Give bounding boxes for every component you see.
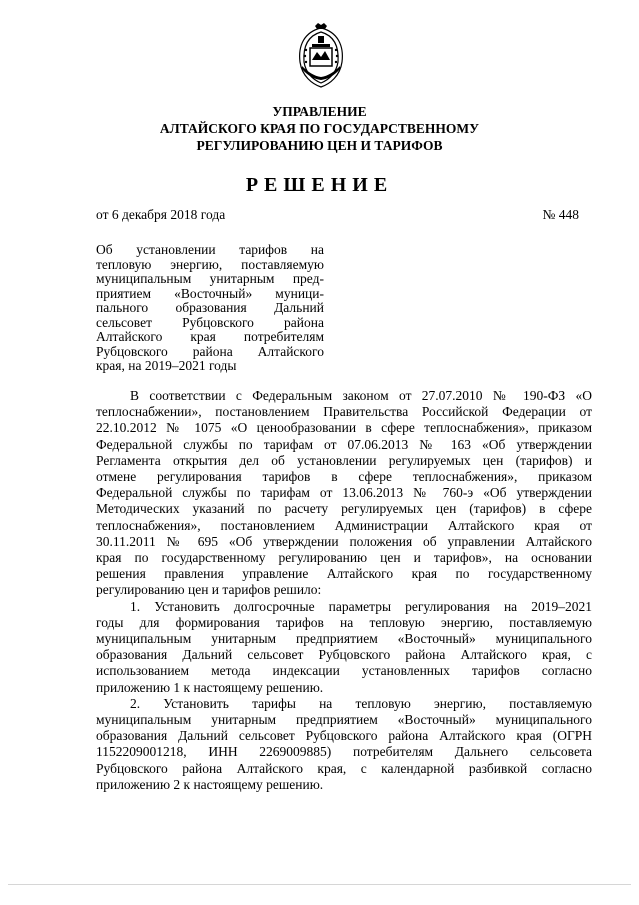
subject-line: Об установлении тарифов на	[96, 242, 324, 257]
body-line: теплоснабжения», постановлением Администрации Алтайского края от	[96, 517, 592, 533]
decision-subject	[96, 243, 324, 374]
coat-of-arms-icon	[292, 22, 350, 90]
body-line: Федеральной службы по тарифам от 13.06.2013 № 760-э «Об утверждении	[96, 485, 592, 501]
document-title: РЕШЕНИЕ	[245, 174, 394, 196]
body-line: 30.11.2011 № 695 «Об утверждении положения об управлении Алтайского	[96, 533, 592, 549]
decision-body	[96, 388, 592, 793]
body-line: решения правления управление Алтайского края по государственному	[96, 566, 592, 582]
agency-heading	[0, 103, 639, 154]
body-line: 22.10.2012 № 1075 «О ценообразовании в сфере теплоснабжения», приказом	[96, 420, 592, 436]
subject-line: сельсовет Рубцовского района	[96, 314, 324, 330]
body-line: регулированию цен и тарифов решило:	[96, 582, 322, 598]
body-line: 1152209001218, ИНН 2269009885) потребителям Дальнего сельсовета	[96, 744, 592, 760]
body-line: края по государственному регулированию цен и тарифов», на основании	[96, 550, 592, 566]
subject-line: муниципальным унитарным пред-	[96, 271, 324, 286]
subject-line: края, на 2019–2021 годы	[96, 358, 237, 373]
body-line: В соответствии с Федеральным законом от 27.07.2010 № 190-ФЗ «О	[130, 388, 592, 403]
subject-line: приятием «Восточный» муници-	[96, 285, 324, 301]
document-number: № 448	[542, 207, 579, 222]
scan-edge-divider	[8, 884, 631, 885]
body-line: 1. Установить долгосрочные параметры регулирования на 2019–2021	[130, 598, 592, 614]
body-line: образования Дальний сельсовет Рубцовского района Алтайского края (ОГРН	[96, 728, 592, 744]
body-line: образования Дальний сельсовет Рубцовского района Алтайского края, с	[96, 647, 592, 663]
body-line: 2. Установить тарифы на тепловую энергию, поставляемую	[130, 695, 592, 711]
body-line: Рубцовского района Алтайского края, с календарной разбивкой согласно	[96, 760, 592, 776]
body-line: отмене регулирования тарифов в сфере теплоснабжения», приказом	[96, 469, 592, 485]
body-line: теплоснабжении», постановлением Правительства Российской Федерации от	[96, 404, 592, 420]
body-line: муниципальным унитарным предприятием «Восточный» муниципального	[96, 712, 592, 728]
body-line: приложению 1 к настоящему решению.	[96, 679, 324, 695]
body-line: Федеральной службы по тарифам от 07.06.2013 № 163 «Об утверждении	[96, 436, 592, 452]
document-date: от 6 декабря 2018 года	[96, 207, 226, 222]
body-line: приложению 2 к настоящему решению.	[96, 776, 324, 792]
agency-heading-line-3: РЕГУЛИРОВАНИЮ ЦЕН И ТАРИФОВ	[196, 138, 443, 153]
subject-line: пального образования Дальний	[96, 300, 324, 315]
body-line: использованием метода индексации установленных тарифов согласно	[96, 663, 592, 679]
body-line: Методических указаний по расчету регулируемых цен (тарифов) в сфере	[96, 501, 592, 517]
subject-line: Рубцовского района Алтайского	[96, 343, 324, 359]
body-line: годы для формирования тарифов на тепловую энергию, поставляемую	[96, 614, 592, 630]
subject-line: тепловую энергию, поставляемую	[96, 256, 324, 272]
body-line: Регламента открытия дел об установлении регулируемых цен (тарифов) и	[96, 452, 592, 468]
subject-line: Алтайского края потребителям	[96, 329, 324, 344]
agency-heading-line-2: АЛТАЙСКОГО КРАЯ ПО ГОСУДАРСТВЕННОМУ	[159, 121, 480, 136]
body-line: муниципальным унитарным предприятием «Восточный» муниципального	[96, 631, 592, 647]
agency-heading-line-1: УПРАВЛЕНИЕ	[272, 104, 367, 119]
